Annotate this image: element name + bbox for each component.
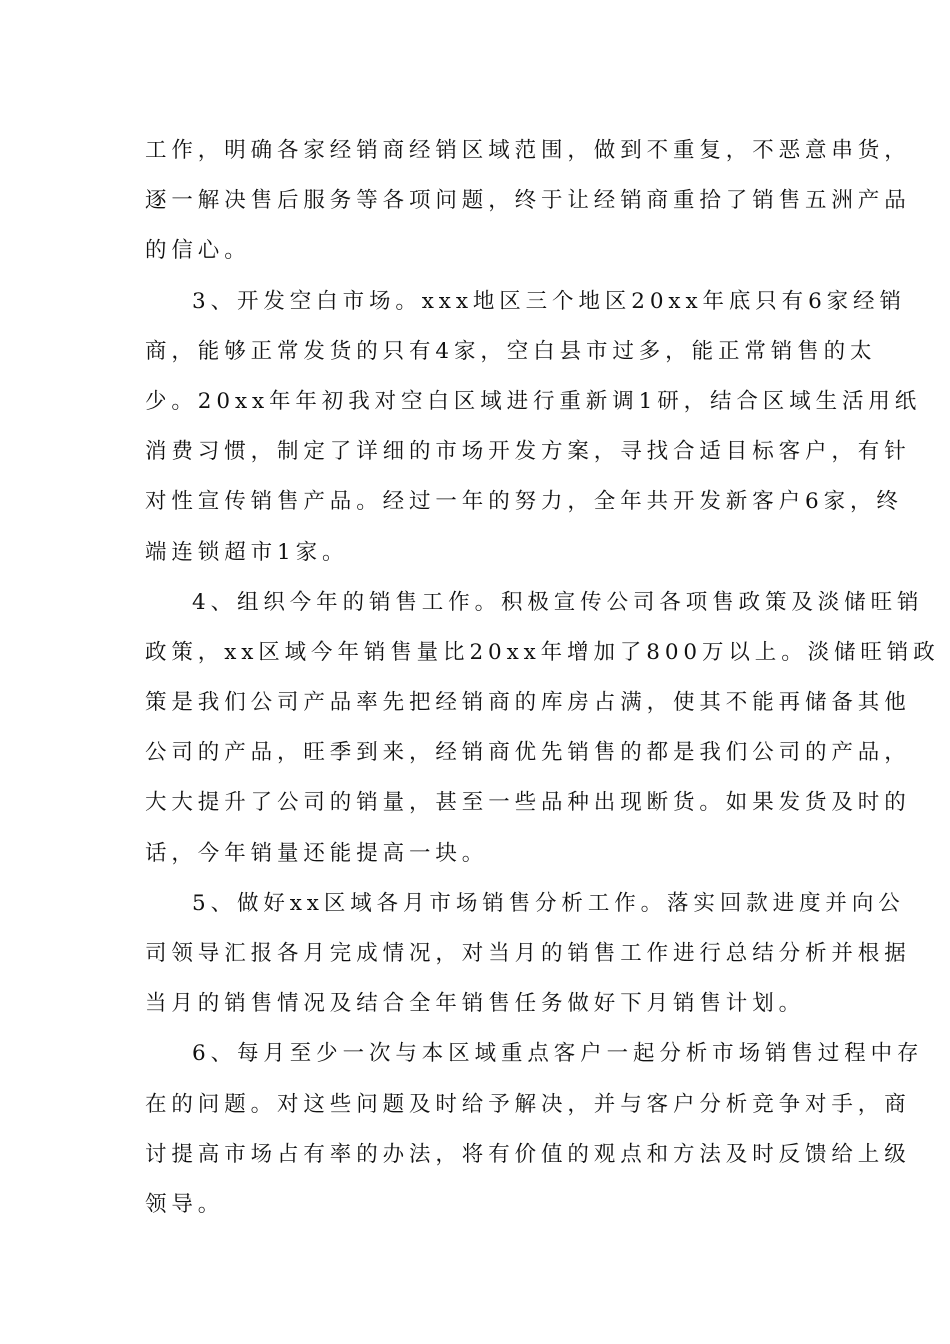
text-line: 当月的销售情况及结合全年销售任务做好下月销售计划。 [145, 991, 806, 1017]
text-line: 在的问题。对这些问题及时给予解决，并与客户分析竞争对手，商 [145, 1091, 911, 1117]
text-line: 商，能够正常发货的只有4家，空白县市过多，能正常销售的太 [145, 338, 877, 364]
paragraph-6-start: 6、每月至少一次与本区域重点客户一起分析市场销售过程中存 [192, 1041, 924, 1067]
paragraph-5-start: 5、做好xx区域各月市场销售分析工作。落实回款进度并向公 [192, 890, 905, 916]
text-line: 讨提高市场占有率的办法，将有价值的观点和方法及时反馈给上级 [145, 1141, 911, 1167]
text-line: 公司的产品，旺季到来，经销商优先销售的都是我们公司的产品， [145, 740, 911, 766]
text-line: 策是我们公司产品率先把经销商的库房占满，使其不能再储备其他 [145, 690, 911, 716]
text-line: 对性宣传销售产品。经过一年的努力，全年共开发新客户6家，终 [145, 489, 903, 515]
text-line: 话，今年销量还能提高一块。 [145, 840, 489, 866]
text-line: 少。20xx年年初我对空白区域进行重新调1研，结合区域生活用纸 [145, 388, 922, 414]
text-line: 的信心。 [145, 238, 251, 264]
paragraph-4-start: 4、组织今年的销售工作。积极宣传公司各项售政策及淡储旺销 [192, 589, 924, 615]
text-line: 逐一解决售后服务等各项问题，终于让经销商重拾了销售五洲产品 [145, 188, 911, 214]
text-line: 工作，明确各家经销商经销区域范围，做到不重复，不恶意串货， [145, 138, 911, 163]
text-line: 端连锁超市1家。 [145, 539, 349, 565]
document-body [145, 126, 940, 1230]
text-line: 政策，xx区域今年销售量比20xx年增加了800万以上。淡储旺销政 [145, 639, 940, 665]
text-line: 领导。 [145, 1191, 225, 1217]
paragraph-3-start: 3、开发空白市场。xxx地区三个地区20xx年底只有6家经销 [192, 288, 906, 314]
text-line: 消费习惯，制定了详细的市场开发方案，寻找合适目标客户，有针 [145, 439, 911, 465]
text-line: 司领导汇报各月完成情况，对当月的销售工作进行总结分析并根据 [145, 941, 911, 966]
text-line: 大大提升了公司的销量，甚至一些品种出现断货。如果发货及时的 [145, 790, 911, 816]
